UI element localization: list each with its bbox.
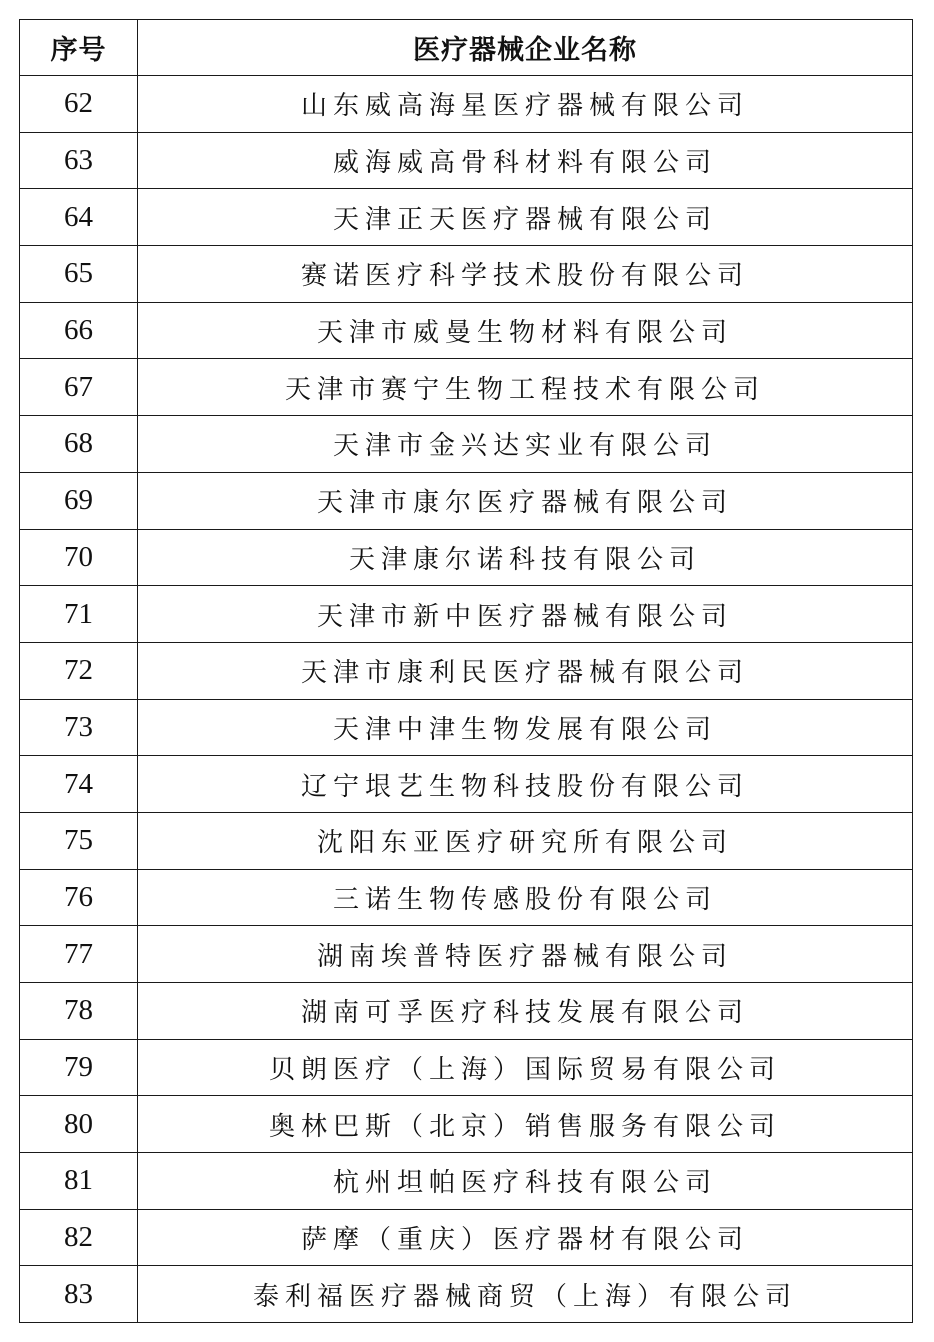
- table-row: [20, 359, 913, 416]
- row-number: 63: [20, 132, 138, 189]
- company-name: 天津康尔诺科技有限公司: [138, 529, 913, 586]
- row-number: 69: [20, 472, 138, 529]
- company-name: 辽宁垠艺生物科技股份有限公司: [138, 756, 913, 813]
- company-name: 沈阳东亚医疗研究所有限公司: [138, 812, 913, 869]
- table-row: [20, 302, 913, 359]
- company-name: 天津市康利民医疗器械有限公司: [138, 642, 913, 699]
- table-row: [20, 1209, 913, 1266]
- row-number: 75: [20, 812, 138, 869]
- table-row: [20, 869, 913, 926]
- table-row: [20, 983, 913, 1040]
- company-name: 湖南可孚医疗科技发展有限公司: [138, 983, 913, 1040]
- row-number: 72: [20, 642, 138, 699]
- row-number: 68: [20, 416, 138, 473]
- company-name: 三诺生物传感股份有限公司: [138, 869, 913, 926]
- company-name: 赛诺医疗科学技术股份有限公司: [138, 246, 913, 303]
- row-number: 79: [20, 1039, 138, 1096]
- row-number: 81: [20, 1153, 138, 1210]
- table-row: [20, 246, 913, 303]
- table-row: [20, 529, 913, 586]
- row-number: 76: [20, 869, 138, 926]
- table-row: [20, 189, 913, 246]
- company-name: 泰利福医疗器械商贸（上海）有限公司: [138, 1266, 913, 1323]
- row-number: 73: [20, 699, 138, 756]
- row-number: 62: [20, 76, 138, 133]
- company-name: 山东威高海星医疗器械有限公司: [138, 76, 913, 133]
- row-number: 71: [20, 586, 138, 643]
- row-number: 82: [20, 1209, 138, 1266]
- table-header-row: [20, 20, 913, 76]
- row-number: 77: [20, 926, 138, 983]
- company-name: 威海威高骨科材料有限公司: [138, 132, 913, 189]
- company-name: 天津市赛宁生物工程技术有限公司: [138, 359, 913, 416]
- table-row: [20, 756, 913, 813]
- company-table: [19, 19, 913, 1323]
- table-row: [20, 472, 913, 529]
- row-number: 83: [20, 1266, 138, 1323]
- table-row: [20, 642, 913, 699]
- row-number: 65: [20, 246, 138, 303]
- table-row: [20, 1266, 913, 1323]
- row-number: 64: [20, 189, 138, 246]
- company-name: 贝朗医疗（上海）国际贸易有限公司: [138, 1039, 913, 1096]
- company-name: 天津市康尔医疗器械有限公司: [138, 472, 913, 529]
- table-body: [20, 76, 913, 1323]
- header-company-name: 医疗器械企业名称: [138, 20, 913, 76]
- table-row: [20, 132, 913, 189]
- table-row: [20, 1039, 913, 1096]
- table-row: [20, 926, 913, 983]
- company-name: 天津市金兴达实业有限公司: [138, 416, 913, 473]
- row-number: 80: [20, 1096, 138, 1153]
- company-name: 天津市新中医疗器械有限公司: [138, 586, 913, 643]
- company-name: 萨摩（重庆）医疗器材有限公司: [138, 1209, 913, 1266]
- company-name: 湖南埃普特医疗器械有限公司: [138, 926, 913, 983]
- table-row: [20, 76, 913, 133]
- row-number: 78: [20, 983, 138, 1040]
- table-row: [20, 699, 913, 756]
- company-name: 天津市威曼生物材料有限公司: [138, 302, 913, 359]
- table-row: [20, 812, 913, 869]
- table-row: [20, 1096, 913, 1153]
- row-number: 67: [20, 359, 138, 416]
- row-number: 66: [20, 302, 138, 359]
- company-name: 奥林巴斯（北京）销售服务有限公司: [138, 1096, 913, 1153]
- row-number: 74: [20, 756, 138, 813]
- company-name: 天津正天医疗器械有限公司: [138, 189, 913, 246]
- company-name: 杭州坦帕医疗科技有限公司: [138, 1153, 913, 1210]
- company-name: 天津中津生物发展有限公司: [138, 699, 913, 756]
- table-row: [20, 1153, 913, 1210]
- table-row: [20, 416, 913, 473]
- header-number: 序号: [20, 20, 138, 76]
- table-row: [20, 586, 913, 643]
- row-number: 70: [20, 529, 138, 586]
